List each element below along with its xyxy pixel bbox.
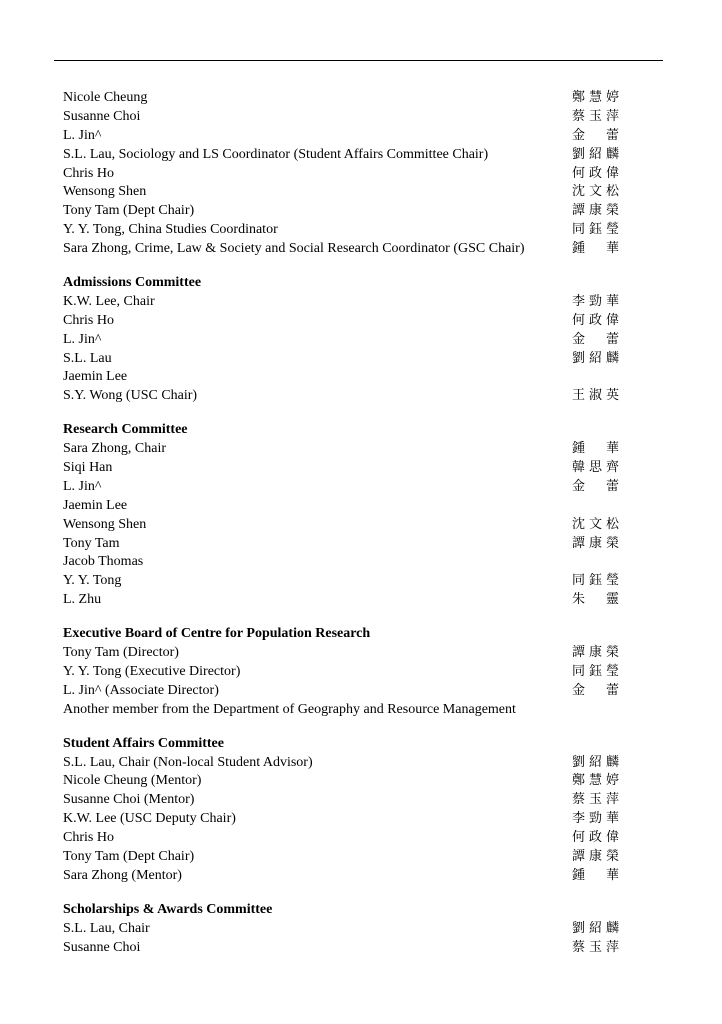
member-name: Tony Tam (Dept Chair)	[63, 848, 195, 864]
member-row	[63, 682, 619, 701]
member-chinese-name: 鄭慧婷	[572, 773, 619, 789]
member-chinese-name: 劉紹麟	[572, 920, 619, 936]
member-row	[63, 535, 619, 554]
member-chinese-name: 何政偉	[572, 165, 619, 181]
member-row	[63, 202, 619, 221]
member-name: Nicole Cheung	[63, 90, 148, 105]
member-name: Chris Ho	[63, 312, 114, 328]
member-row	[63, 478, 619, 497]
member-chinese-name: 劉紹麟	[572, 350, 619, 366]
member-name: Another member from the Department of Geography and Resource Management	[63, 701, 516, 717]
member-name: Sara Zhong, Chair	[63, 441, 167, 457]
member-chinese-name: 金 蕾	[572, 331, 619, 347]
member-chinese-name: 沈文松	[572, 516, 619, 532]
member-row	[63, 240, 619, 259]
member-name: Chris Ho	[63, 165, 114, 181]
member-row	[63, 848, 619, 867]
member-row	[63, 146, 619, 165]
member-name: S.L. Lau, Chair (Non-local Student Advisor)	[63, 754, 313, 770]
member-name: Wensong Shen	[63, 516, 147, 532]
member-chinese-name: 同鈺瑩	[572, 663, 619, 679]
member-name: Y. Y. Tong, China Studies Coordinator	[63, 222, 278, 238]
member-row	[63, 331, 619, 350]
section-title: Student Affairs Committee	[63, 735, 224, 751]
member-row	[63, 644, 619, 663]
member-name: Tony Tam (Director)	[63, 645, 179, 661]
section-title: Scholarships & Awards Committee	[63, 901, 273, 917]
member-name: S.L. Lau, Sociology and LS Coordinator (Student Affairs Committee Chair)	[63, 146, 489, 162]
member-name: Susanne Choi (Mentor)	[63, 792, 195, 808]
member-row	[63, 440, 619, 459]
section-title: Executive Board of Centre for Population Research	[63, 626, 371, 642]
member-name: L. Jin^	[63, 331, 102, 347]
member-chinese-name: 蔡玉萍	[572, 939, 619, 955]
member-name: Sara Zhong (Mentor)	[63, 867, 182, 883]
member-name: Jaemin Lee	[63, 497, 128, 513]
member-row	[63, 516, 619, 535]
member-chinese-name: 鍾 華	[572, 241, 619, 257]
member-name: Y. Y. Tong (Executive Director)	[63, 663, 241, 679]
member-row	[63, 591, 619, 610]
member-chinese-name: 金 蕾	[572, 682, 619, 698]
member-row	[63, 108, 619, 127]
member-chinese-name: 同鈺瑩	[572, 573, 619, 589]
member-name: L. Jin^ (Associate Director)	[63, 682, 219, 698]
member-name: Y. Y. Tong	[63, 573, 122, 589]
member-name: Jacob Thomas	[63, 554, 144, 570]
section-title: Research Committee	[63, 422, 188, 438]
member-chinese-name: 何政偉	[572, 312, 619, 328]
member-row	[63, 754, 619, 773]
member-chinese-name: 譚康榮	[572, 203, 619, 219]
member-chinese-name: 鍾 華	[572, 867, 619, 883]
member-name: K.W. Lee (USC Deputy Chair)	[63, 811, 236, 827]
member-name: Chris Ho	[63, 830, 114, 846]
member-row	[63, 387, 619, 406]
member-name: S.Y. Wong (USC Chair)	[63, 388, 198, 404]
member-row	[63, 459, 619, 478]
member-name: Tony Tam	[63, 535, 120, 551]
member-name: K.W. Lee, Chair	[63, 293, 155, 309]
member-name: S.L. Lau	[63, 350, 112, 366]
member-row	[63, 183, 619, 202]
member-chinese-name: 何政偉	[572, 830, 619, 846]
member-name: Siqi Han	[63, 460, 113, 476]
member-row	[63, 939, 619, 958]
member-row	[63, 829, 619, 848]
member-name: Nicole Cheung (Mentor)	[63, 773, 202, 789]
member-row	[63, 663, 619, 682]
section-title: Admissions Committee	[63, 275, 202, 291]
member-row	[63, 553, 619, 572]
member-row	[63, 497, 619, 516]
member-chinese-name: 蔡玉萍	[572, 792, 619, 808]
member-name: Susanne Choi	[63, 108, 141, 124]
member-name: L. Jin^	[63, 127, 102, 143]
member-name: Sara Zhong, Crime, Law & Society and Social Research Coordinator (GSC Chair)	[63, 241, 525, 257]
member-chinese-name: 韓思齊	[572, 460, 619, 476]
member-chinese-name: 沈文松	[572, 184, 619, 200]
committee-list	[63, 89, 619, 957]
member-chinese-name: 李勁華	[572, 293, 619, 309]
member-name: S.L. Lau, Chair	[63, 920, 150, 936]
member-row	[63, 165, 619, 184]
member-chinese-name: 金 蕾	[572, 127, 619, 143]
member-chinese-name: 金 蕾	[572, 478, 619, 494]
member-row	[63, 368, 619, 387]
member-chinese-name: 李勁華	[572, 811, 619, 827]
member-row	[63, 791, 619, 810]
member-chinese-name: 譚康榮	[572, 535, 619, 551]
member-row	[63, 350, 619, 369]
member-row	[63, 89, 619, 108]
member-row	[63, 810, 619, 829]
member-row	[63, 312, 619, 331]
member-name: Wensong Shen	[63, 184, 147, 200]
member-chinese-name: 譚康榮	[572, 848, 619, 864]
member-chinese-name: 譚康榮	[572, 645, 619, 661]
member-name: Tony Tam (Dept Chair)	[63, 203, 195, 219]
member-row	[63, 867, 619, 886]
member-chinese-name: 王淑英	[572, 388, 619, 404]
member-name: Jaemin Lee	[63, 369, 128, 385]
member-row	[63, 293, 619, 312]
member-chinese-name: 鄭慧婷	[572, 90, 619, 105]
top-rule	[54, 60, 663, 61]
member-name: L. Jin^	[63, 478, 102, 494]
member-row	[63, 920, 619, 939]
member-chinese-name: 同鈺瑩	[572, 222, 619, 238]
member-row	[63, 701, 619, 720]
member-chinese-name: 朱 靈	[572, 592, 619, 608]
member-row	[63, 572, 619, 591]
member-name: Susanne Choi	[63, 939, 141, 955]
member-name: L. Zhu	[63, 592, 102, 608]
member-row	[63, 772, 619, 791]
member-chinese-name: 劉紹麟	[572, 146, 619, 162]
member-row	[63, 127, 619, 146]
member-chinese-name: 鍾 華	[572, 441, 619, 457]
member-row	[63, 221, 619, 240]
member-chinese-name: 蔡玉萍	[572, 108, 619, 124]
member-chinese-name: 劉紹麟	[572, 754, 619, 770]
